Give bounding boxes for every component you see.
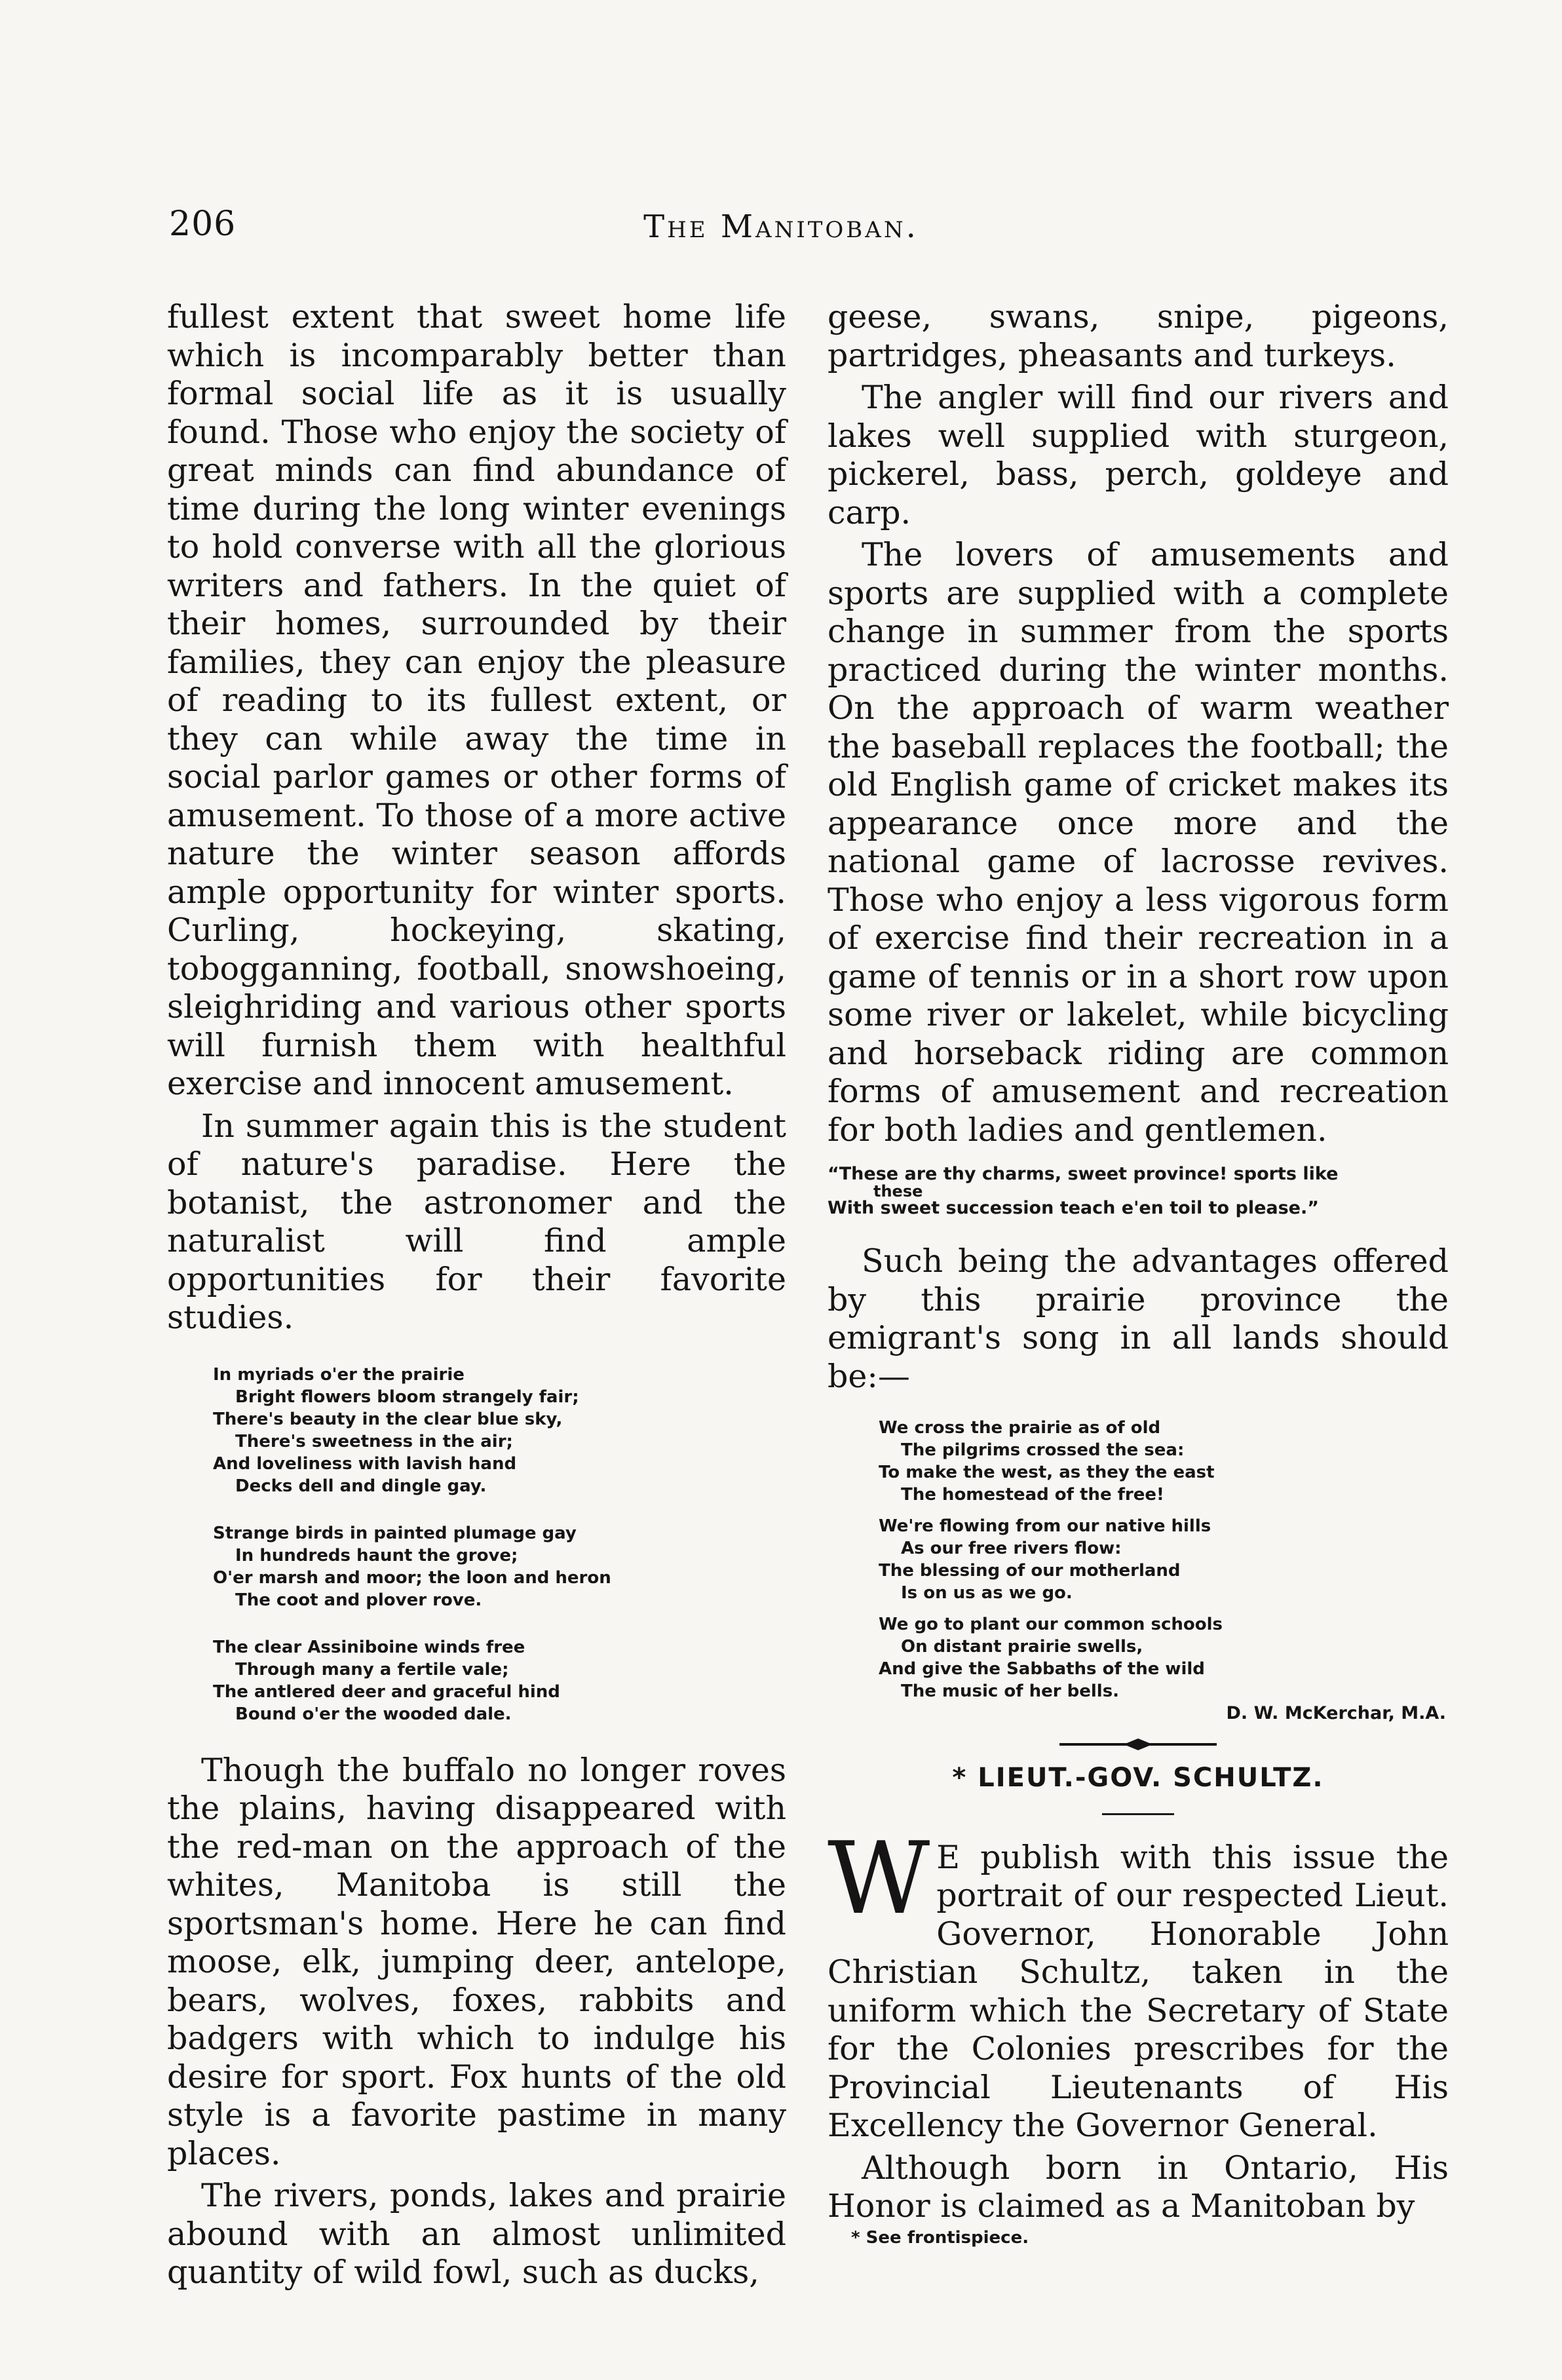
epigraph-continuation: these	[873, 1182, 923, 1200]
footnote: * See frontispiece.	[851, 2227, 1029, 2248]
left-column	[167, 298, 786, 2292]
poem-line: Is on us as we go.	[901, 1583, 1073, 1603]
section-heading: * LIEUT.-GOV. SCHULTZ.	[952, 1763, 1324, 1793]
poem-stanza	[879, 1515, 1449, 1604]
emigrant-song	[879, 1417, 1449, 1702]
poem-stanza	[213, 1364, 786, 1497]
right-paragraph-5	[828, 1820, 1449, 2145]
poem-line: Bound o'er the wooded dale.	[235, 1704, 512, 1724]
left-paragraph-1: fullest extent that sweet home life which is incomparably better than formal social life as it is usually found. Those who enjoy the society of great minds can find abundance of time during the long winter evenings to hold converse with all the glorious writers and fathers. In the quiet of their homes, surrounded by their families, they can enjoy the pleasure of reading to its fullest extent, or they can while away the time in social parlor games or other forms of amusement. To those of a more active nature the winter season affords ample opportunity for winter sports. Curling, hockeying, skating, tobogganning, football, snowshoeing, sleighriding and various other sports will furnish them with healthful exercise and innocent amusement.	[167, 298, 786, 1102]
ornament-rule-icon	[1059, 1735, 1217, 1754]
right-column	[828, 298, 1449, 2248]
epigraph-line: With sweet succession teach e'en toil to please.”	[828, 1198, 1319, 1218]
right-paragraph-3: The lovers of amusements and sports are supplied with a complete change in summer from the sports practiced during the winter months. On the approach of warm weather the baseball replaces the football; the old English game of cricket makes its appearance once more and the national game of lacrosse revives. Those who enjoy a less vigorous form of exercise find their recreation in a game of tennis or in a short row upon some river or lakelet, while bicycling and horseback riding are common forms of amusement and recreation for both ladies and gentlemen.	[828, 536, 1449, 1149]
right-paragraph-4: Such being the advantages offered by this prairie province the emigrant's song in all lands should be:—	[828, 1242, 1449, 1395]
poem-line: The homestead of the free!	[901, 1485, 1164, 1505]
right-paragraph-2: The angler will find our rivers and lakes well supplied with sturgeon, pickerel, bass, perch, goldeye and carp.	[828, 379, 1449, 531]
heading-rule	[1102, 1813, 1174, 1815]
poem-line: There's beauty in the clear blue sky,	[213, 1409, 563, 1429]
poem-line: The antlered deer and graceful hind	[213, 1681, 560, 1702]
poem-line: Through many a fertile vale;	[235, 1659, 509, 1679]
epigraph-line: “These are thy charms, sweet province! sports like	[828, 1164, 1339, 1184]
poem-line: The music of her bells.	[901, 1681, 1120, 1701]
left-paragraph-2: In summer again this is the student of nature's paradise. Here the botanist, the astronomer and the naturalist will find ample opportunities for their favorite studies.	[167, 1107, 786, 1336]
poem-line: And loveliness with lavish hand	[213, 1453, 517, 1474]
poem-line: In hundreds haunt the grove;	[235, 1545, 518, 1565]
poem-line: And give the Sabbaths of the wild	[879, 1659, 1205, 1679]
left-paragraph-4: The rivers, ponds, lakes and prairie abound with an almost unlimited quantity of wild fowl, such as ducks,	[167, 2177, 786, 2291]
poem-line: Strange birds in painted plumage gay	[213, 1523, 577, 1543]
running-head: The Manitoban.	[643, 208, 919, 245]
poem-line: Bright flowers bloom strangely fair;	[235, 1387, 579, 1407]
ornamental-divider	[828, 1725, 1449, 1755]
poem-line: As our free rivers flow:	[901, 1539, 1122, 1558]
poem-line: To make the west, as they the east	[879, 1463, 1215, 1482]
poem-line: The coot and plover rove.	[235, 1590, 482, 1610]
poem-stanza	[213, 1636, 786, 1725]
poem-line: The blessing of our motherland	[879, 1561, 1181, 1581]
poem-line: In myriads o'er the prairie	[213, 1364, 465, 1385]
right-paragraph-6: Although born in Ontario, His Honor is claimed as a Manitoban by	[828, 2149, 1449, 2225]
poem-line: Decks dell and dingle gay.	[235, 1476, 487, 1496]
drop-cap: W	[828, 1820, 930, 1936]
poem-line: On distant prairie swells,	[901, 1637, 1143, 1657]
poem-stanza	[879, 1613, 1449, 1702]
poem-line: The pilgrims crossed the sea:	[901, 1440, 1185, 1460]
paragraph-text: E publish with this issue the portrait of our respected Lieut. Governor, Honorable John Christian Schultz, taken in the uniform which the Secretary of State for the Colonies prescribes for the Provincial Lieutenants of His Excellency the Governor General.	[828, 1838, 1449, 2144]
poem-stanza	[879, 1417, 1449, 1506]
poem-line: We go to plant our common schools	[879, 1615, 1223, 1634]
poem-line: We cross the prairie as of old	[879, 1418, 1161, 1438]
author-signature: D. W. McKerchar, M.A.	[1226, 1703, 1446, 1723]
poem-line: We're flowing from our native hills	[879, 1516, 1211, 1536]
prairie-poem	[213, 1364, 786, 1725]
poem-line: O'er marsh and moor; the loon and heron	[213, 1567, 611, 1588]
epigraph-quote	[828, 1164, 1449, 1219]
left-paragraph-3: Though the buffalo no longer roves the plains, having disappeared with the red-man on the approach of the whites, Manitoba is still the sportsman's home. Here he can find moose, elk, jumping deer, antelope, bears, wolves, foxes, rabbits and badgers with which to indulge his desire for sport. Fox hunts of the old style is a favorite pastime in many places.	[167, 1751, 786, 2172]
page-number: 206	[169, 204, 237, 244]
right-paragraph-1: geese, swans, snipe, pigeons, partridges, pheasants and turkeys.	[828, 298, 1449, 374]
poem-stanza	[213, 1522, 786, 1611]
poem-line: The clear Assiniboine winds free	[213, 1637, 525, 1657]
poem-line: There's sweetness in the air;	[235, 1431, 513, 1451]
